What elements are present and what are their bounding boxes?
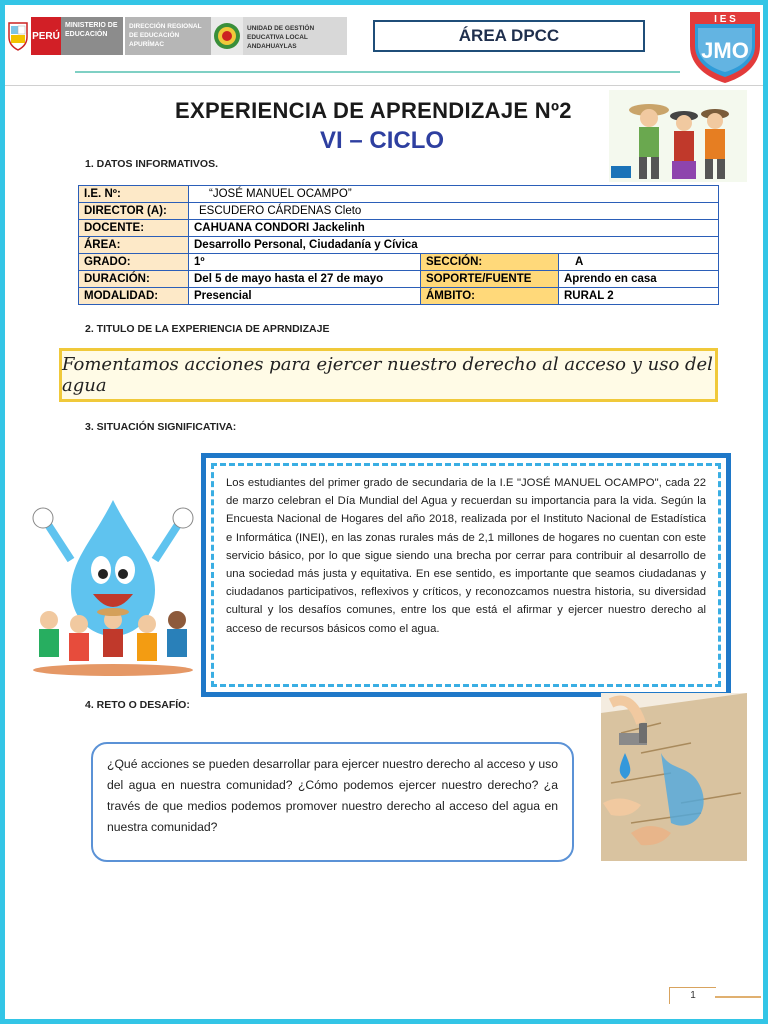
cycle-title: VI – CICLO <box>320 127 445 154</box>
section-situacion-significativa: 3. SITUACIÓN SIGNIFICATIVA: <box>85 421 237 433</box>
school-shield-icon <box>686 8 764 86</box>
duracion-value: Del 5 de mayo hasta el 27 de mayo <box>189 271 421 288</box>
seccion-label: SECCIÓN: <box>421 254 559 271</box>
section-datos-informativos: 1. DATOS INFORMATIVOS. <box>85 158 219 170</box>
header-rule-light <box>5 85 768 86</box>
soporte-value: Aprendo en casa <box>559 271 719 288</box>
svg-text:JMO: JMO <box>701 38 749 63</box>
water-drop-kids-illustration <box>23 490 203 680</box>
experience-title-banner: Fomentamos acciones para ejercer nuestro derecho al acceso y uso del agua <box>59 348 718 402</box>
ministry-label: MINISTERIO DE EDUCACIÓN <box>61 17 123 55</box>
director-value: ESCUDERO CÁRDENAS Cleto <box>189 203 719 220</box>
table-row <box>79 288 719 305</box>
peru-tag: PERÚ <box>31 17 61 55</box>
header-logos <box>5 17 347 55</box>
seccion-value: A <box>559 254 719 271</box>
grado-label: GRADO: <box>79 254 189 271</box>
docente-label: DOCENTE: <box>79 220 189 237</box>
situation-box <box>201 453 731 697</box>
docente-value: CAHUANA CONDORI Jackelinh <box>189 220 719 237</box>
table-row <box>79 271 719 288</box>
area-label: ÁREA: <box>79 237 189 254</box>
soporte-label: SOPORTE/FUENTE <box>421 271 559 288</box>
director-label: DIRECTOR (A): <box>79 203 189 220</box>
header-rule <box>75 71 680 73</box>
ie-value: “JOSÉ MANUEL OCAMPO” <box>189 186 719 203</box>
ambito-label: ÁMBITO: <box>421 288 559 305</box>
table-row <box>79 237 719 254</box>
area-value: Desarrollo Personal, Ciudadanía y Cívica <box>189 237 719 254</box>
duracion-label: DURACIÓN: <box>79 271 189 288</box>
page-title: EXPERIENCIA DE APRENDIZAJE Nº2 <box>175 98 572 123</box>
challenge-box: ¿Qué acciones se pueden desarrollar para ejercer nuestro derecho al acceso y uso del agua en nuestra comunidad? ¿Cómo podemos ejercer nuestro derecho? ¿a través de que medios podemos promover nuestro derecho al acceso del agua en nuestra comunidad? <box>91 742 574 862</box>
table-row <box>79 186 719 203</box>
area-title-box: ÁREA DPCC <box>373 20 645 52</box>
ie-label: I.E. Nº: <box>79 186 189 203</box>
modalidad-value: Presencial <box>189 288 421 305</box>
ugel-label: UNIDAD DE GESTIÓN EDUCATIVA LOCAL ANDAHUAYLAS <box>243 17 347 55</box>
section-reto-desafio: 4. RETO O DESAFÍO: <box>85 699 190 711</box>
situation-text: Los estudiantes del primer grado de secundaria de la I.E "JOSÉ MANUEL OCAMPO", cada 22 de marzo celebran el Día Mundial del Agua y recuerdan su importancia para la vida. Según la Encuesta Nacional de Hogares del año 2018, realizada por el Instituto Nacional de Estadística e Informática (INEI), en las zonas rurales más de 2,1 millones de hogares no cuentan con este servicio básico, por lo que sigue siendo una brecha por cerrar para contribuir al desarrollo de una sociedad más justa y equitativa. En ese sentido, es importante que seamos ciudadanas y ciudadanos participativos, reflexivos y críticos, y reconozcamos nuestra historia, su diversidad cultural y los desafíos comunes, entre los que está el afirmar y ejercer nuestro derecho al acceso de recursos básicos como el agua. <box>211 463 721 687</box>
table-row <box>79 254 719 271</box>
farmers-illustration <box>609 90 747 182</box>
svg-text:I E S: I E S <box>714 14 736 25</box>
table-row <box>79 220 719 237</box>
info-table <box>78 185 719 305</box>
grado-value: 1º <box>189 254 421 271</box>
page-number: 1 <box>669 987 716 1004</box>
ambito-value: RURAL 2 <box>559 288 719 305</box>
ugel-seal-icon <box>211 17 243 55</box>
footer-rule <box>715 996 761 998</box>
water-tap-illustration <box>601 693 747 861</box>
peru-coat-of-arms-icon <box>5 17 31 55</box>
table-row <box>79 203 719 220</box>
section-titulo-experiencia: 2. TITULO DE LA EXPERIENCIA DE APRNDIZAJE <box>85 323 330 335</box>
modalidad-label: MODALIDAD: <box>79 288 189 305</box>
regional-direction-label: DIRECCIÓN REGIONAL DE EDUCACIÓN APURÍMAC <box>125 17 211 55</box>
